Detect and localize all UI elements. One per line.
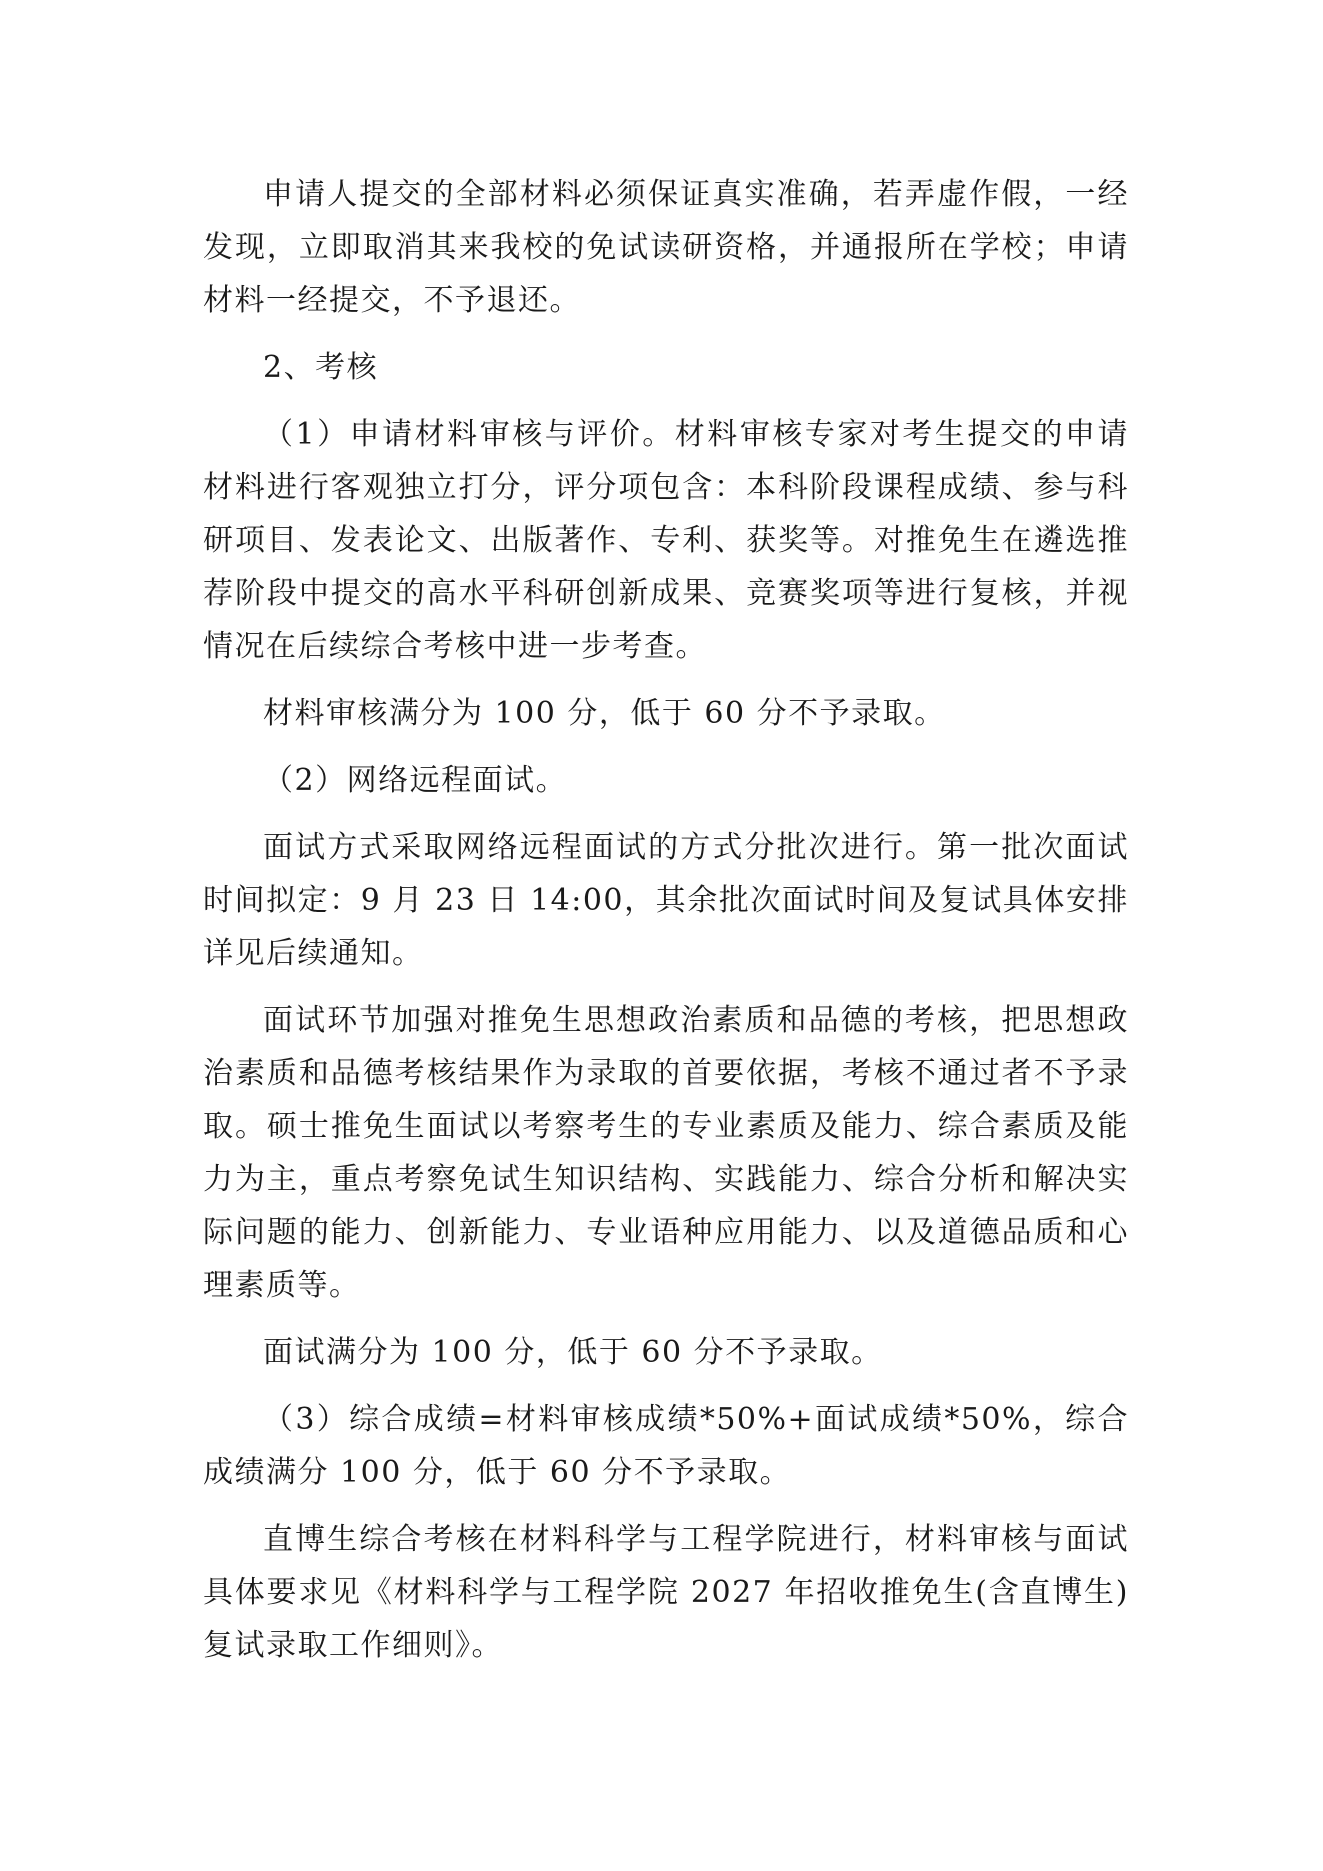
paragraph-direct-phd: 直博生综合考核在材料科学与工程学院进行，材料审核与面试具体要求见《材料科学与工程学院 2027 年招收推免生(含直博生)复试录取工作细则》。: [203, 1522, 1129, 1663]
document-body: [203, 168, 1129, 1686]
paragraph-interview-score: 面试满分为 100 分，低于 60 分不予录取。: [263, 1335, 883, 1370]
paragraph-material-review: （1）申请材料审核与评价。材料审核专家对考生提交的申请材料进行客观独立打分，评分项包含：本科阶段课程成绩、参与科研项目、发表论文、出版著作、专利、获奖等。对推免生在遴选推荐阶段中提交的高水平科研创新成果、竞赛奖项等进行复核，并视情况在后续综合考核中进一步考查。: [203, 417, 1129, 664]
section-heading-assessment: 2、考核: [263, 350, 379, 385]
paragraph-interview-content: 面试环节加强对推免生思想政治素质和品德的考核，把思想政治素质和品德考核结果作为录取的首要依据，考核不通过者不予录取。硕士推免生面试以考察考生的专业素质及能力、综合素质及能力为主，重点考察免试生知识结构、实践能力、综合分析和解决实际问题的能力、创新能力、专业语种应用能力、以及道德品质和心理素质等。: [203, 1003, 1129, 1303]
paragraph-composite-score: （3）综合成绩=材料审核成绩*50%+面试成绩*50%，综合成绩满分 100 分，低于 60 分不予录取。: [203, 1402, 1129, 1490]
paragraph-materials-authenticity: 申请人提交的全部材料必须保证真实准确，若弄虚作假，一经发现，立即取消其来我校的免试读研资格，并通报所在学校；申请材料一经提交，不予退还。: [203, 177, 1129, 318]
paragraph-remote-interview-heading: （2）网络远程面试。: [263, 763, 568, 798]
paragraph-material-score: 材料审核满分为 100 分，低于 60 分不予录取。: [263, 696, 946, 731]
paragraph-interview-schedule: 面试方式采取网络远程面试的方式分批次进行。第一批次面试时间拟定：9 月 23 日 14:00，其余批次面试时间及复试具体安排详见后续通知。: [203, 830, 1129, 971]
